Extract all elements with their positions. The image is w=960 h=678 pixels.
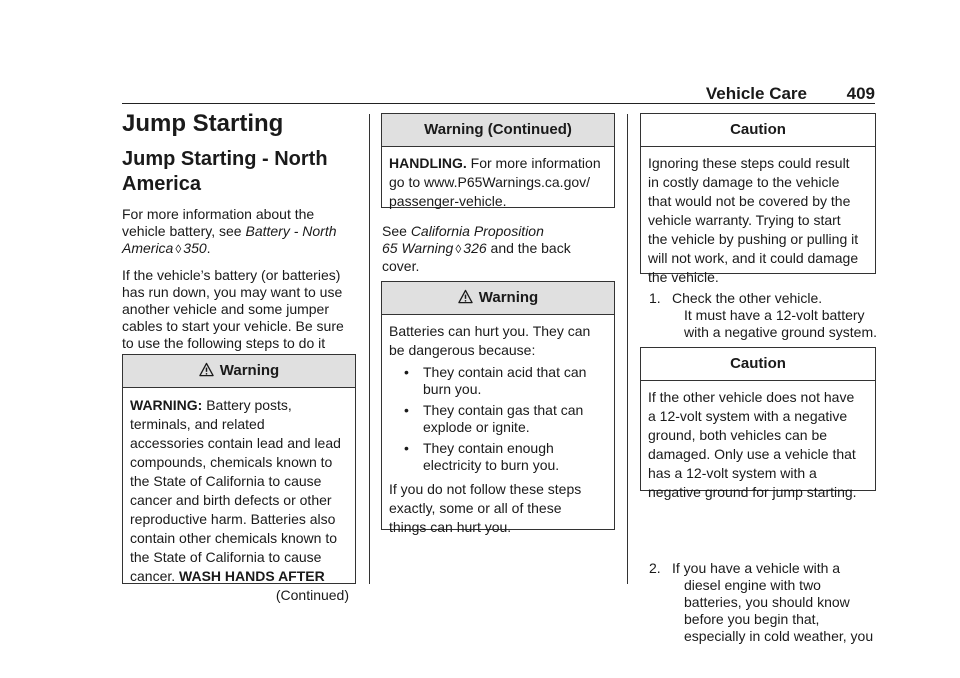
warning-line: cancer and birth defects or other	[130, 492, 332, 508]
step-1	[648, 290, 902, 341]
subsection-title-line-1: Jump Starting - North	[122, 148, 328, 170]
caution-box-header: Caution	[641, 348, 875, 381]
battery-link[interactable]: Battery - North	[245, 223, 337, 239]
warning-box-body	[382, 315, 614, 545]
see-text: and the back	[486, 240, 571, 256]
step-line: diesel engine with two	[684, 577, 821, 593]
warning-box-batteries	[381, 281, 615, 535]
step-line: It must have a 12-volt battery	[684, 307, 865, 323]
see-text: cover.	[382, 258, 420, 274]
bullet-item	[389, 402, 608, 436]
bullet-line: They contain enough	[423, 440, 554, 456]
cont-line: For more information	[466, 155, 601, 171]
bullet-icon: •	[404, 364, 409, 380]
bullet-line: They contain acid that can	[423, 364, 587, 380]
step-line: If you have a vehicle with a	[672, 560, 841, 576]
warning-line: cancer.	[130, 568, 180, 584]
warning-icon	[458, 289, 473, 304]
caution-line: ground, both vehicles can be	[648, 427, 828, 443]
warning-handling-bold: WASH HANDS AFTER	[179, 568, 325, 584]
para-line: another vehicle and some jumper	[122, 301, 330, 317]
caution-line: negative ground for jump starting.	[648, 484, 857, 500]
bullet-item	[389, 364, 608, 398]
warning-icon	[199, 362, 214, 377]
warning-line: the State of California to cause	[130, 473, 322, 489]
intro-end: .	[206, 240, 211, 256]
warning-box-header	[382, 282, 614, 315]
caution-line: the vehicle by pushing or pulling it	[648, 231, 859, 247]
warning-line: Batteries can hurt you. They can	[389, 323, 591, 339]
handling-bold: HANDLING.	[389, 155, 467, 171]
intro-line: vehicle battery, see	[122, 223, 246, 239]
para-line: has run down, you may want to use	[122, 284, 343, 300]
warning-line: If you do not follow these steps	[389, 481, 582, 497]
bullet-icon: •	[404, 402, 409, 418]
warning-line: reproductive harm. Batteries also	[130, 511, 336, 527]
cont-line: passenger-vehicle.	[389, 193, 507, 209]
warning-line: exactly, some or all of these	[389, 500, 562, 516]
caution-box-body	[641, 381, 875, 510]
subsection-title-line-2: America	[122, 173, 201, 195]
warning-lead-bold: WARNING:	[130, 397, 203, 413]
intro-line: For more information about the	[122, 206, 315, 222]
step-number: 1.	[649, 290, 661, 306]
warning-line: accessories contain lead and lead	[130, 435, 341, 451]
caution-line: Ignoring these steps could result	[648, 155, 850, 171]
prop65-link-cont[interactable]: 65 Warning	[382, 240, 454, 256]
step-2	[648, 560, 902, 645]
page-ref-icon: ◊	[175, 242, 182, 256]
caution-box-1	[640, 113, 876, 285]
caution-line: the vehicle.	[648, 269, 719, 285]
page-number: 409	[846, 84, 875, 103]
bullet-line: electricity to burn you.	[423, 457, 560, 473]
bullet-line: explode or ignite.	[423, 419, 530, 435]
subsection-title	[122, 147, 358, 197]
caution-box-2	[640, 347, 876, 500]
step-line: with a negative ground system.	[684, 324, 877, 340]
see-text: See	[382, 223, 411, 239]
prop65-page-ref[interactable]: 326	[463, 240, 487, 256]
intro-paragraph	[122, 206, 358, 258]
para-line: to use the following steps to do it	[122, 335, 326, 351]
warning-line: contain other chemicals known to	[130, 530, 337, 546]
warning-line: be dangerous because:	[389, 342, 536, 358]
header-rule	[122, 103, 875, 104]
warning-line: the State of California to cause	[130, 549, 322, 565]
caution-box-body	[641, 147, 875, 295]
prop65-reference	[382, 223, 618, 275]
warning-line: terminals, and related	[130, 416, 265, 432]
warning-line: compounds, chemicals known to	[130, 454, 333, 470]
warning-box-body	[123, 388, 355, 613]
warning-line: Battery posts,	[202, 397, 292, 413]
caution-line: a 12-volt system with a negative	[648, 408, 848, 424]
column-divider-1	[369, 114, 370, 584]
bullet-icon: •	[404, 440, 409, 456]
prop65-link[interactable]: California Proposition	[410, 223, 544, 239]
section-title: Jump Starting	[122, 110, 284, 137]
warning-line: things can hurt you.	[389, 519, 512, 535]
battery-page-ref[interactable]: 350	[183, 240, 207, 256]
caution-line: in costly damage to the vehicle	[648, 174, 840, 190]
warning-box-header	[123, 355, 355, 388]
caution-line: has a 12-volt system with a	[648, 465, 817, 481]
step-number: 2.	[649, 560, 661, 576]
column-divider-2	[627, 114, 628, 584]
battery-link-cont[interactable]: America	[122, 240, 174, 256]
caution-line: that would not be covered by the	[648, 193, 851, 209]
bullet-line: They contain gas that can	[423, 402, 584, 418]
bullet-line: burn you.	[423, 381, 482, 397]
caution-box-header: Caution	[641, 114, 875, 147]
warning-continued-header: Warning (Continued)	[382, 114, 614, 147]
warning-continued-box	[381, 113, 615, 208]
column-1	[122, 110, 358, 369]
para-line: cables to start your vehicle. Be sure	[122, 318, 344, 334]
bullet-item	[389, 440, 608, 474]
warning-continued-body	[382, 147, 614, 219]
step-line: especially in cold weather, you	[684, 628, 874, 644]
page-ref-icon: ◊	[455, 242, 462, 256]
caution-line: will not work, and it could damage	[648, 250, 859, 266]
step-line: Check the other vehicle.	[672, 290, 823, 306]
caution-line: vehicle warranty. Trying to start	[648, 212, 841, 228]
warning-box-title: Warning	[478, 289, 539, 306]
continued-label: (Continued)	[275, 587, 349, 603]
warning-box-lead	[122, 354, 356, 603]
step-line: before you begin that,	[684, 611, 820, 627]
step-line: batteries, you should know	[684, 594, 850, 610]
caution-line: If the other vehicle does not have	[648, 389, 855, 405]
cont-line: go to www.P65Warnings.ca.gov/	[389, 174, 591, 190]
running-header-title: Vehicle Care	[705, 84, 807, 103]
caution-line: damaged. Only use a vehicle that	[648, 446, 856, 462]
para-line: If the vehicle’s battery (or batteries)	[122, 267, 341, 283]
warning-box-title: Warning	[219, 362, 280, 379]
